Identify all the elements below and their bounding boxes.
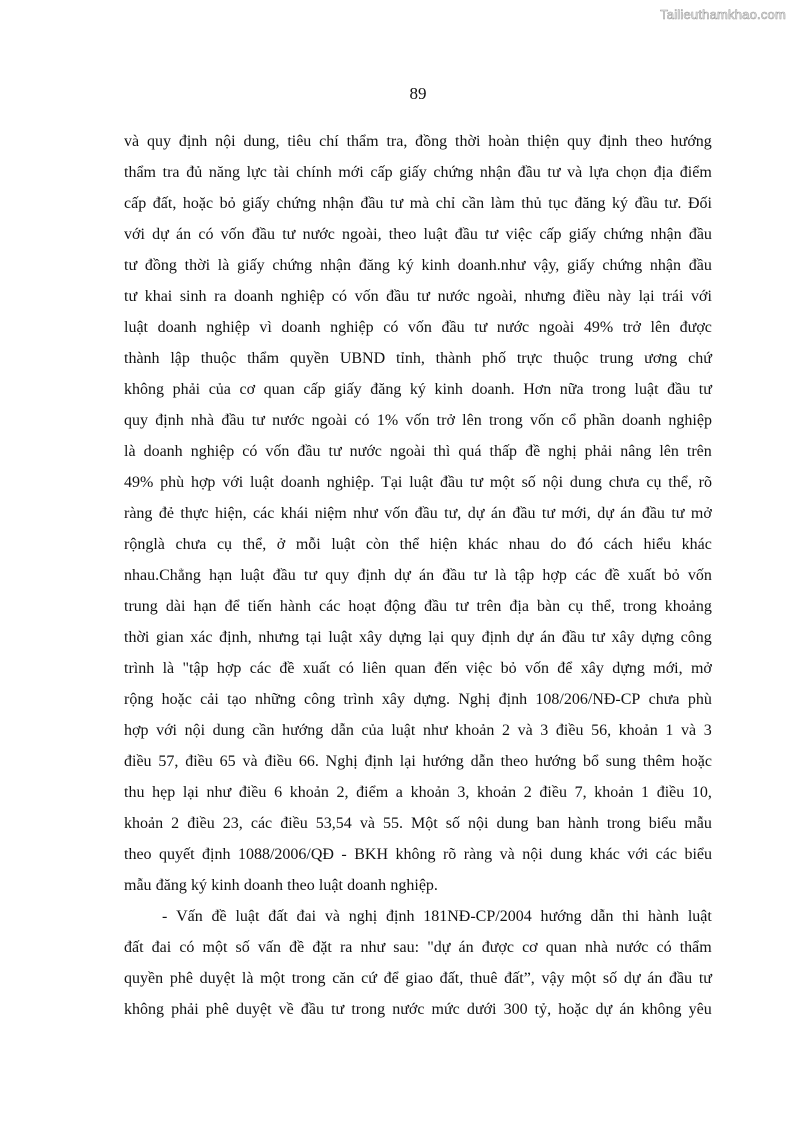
text-line: quyền phê duyệt là một trong căn cứ để giao đất, thuê đất”, vậy một số dự án đầu tư: [124, 970, 712, 987]
text-line: rộng hoặc cải tạo những công trình xây dựng. Nghị định 108/206/NĐ-CP chưa phù: [124, 691, 712, 708]
text-line: thu hẹp lại như điều 6 khoản 2, điểm a khoản 3, khoản 2 điều 7, khoản 1 điều 10,: [124, 784, 712, 801]
text-line: hợp với nội dung cần hướng dẫn của luật như khoản 2 và 3 điều 56, khoản 1 và 3: [124, 722, 712, 739]
text-line: đất đai có một số vấn đề đặt ra như sau: "dự án được cơ quan nhà nước có thẩm: [124, 939, 712, 956]
text-line: thời gian xác định, nhưng tại luật xây dựng lại quy định dự án đầu tư xây dựng công: [124, 629, 712, 646]
text-line: khoản 2 điều 23, các điều 53,54 và 55. Một số nội dung ban hành trong biểu mẫu: [124, 815, 712, 832]
text-line: - Vấn đề luật đất đai và nghị định 181NĐ-CP/2004 hướng dẫn thi hành luật: [162, 908, 712, 925]
text-line: theo quyết định 1088/2006/QĐ - BKH không rõ ràng và nội dung khác với các biểu: [124, 846, 712, 863]
body-text: [124, 126, 712, 1025]
text-line: ràng đẻ thực hiện, các khái niệm như vốn đầu tư, dự án đầu tư mới, dự án đầu tư mở: [124, 505, 712, 522]
text-line: tư khai sinh ra doanh nghiệp có vốn đầu tư nước ngoài, nhưng điều này lại trái với: [124, 288, 712, 305]
text-line: luật doanh nghiệp vì doanh nghiệp có vốn đầu tư nước ngoài 49% trở lên được: [124, 319, 712, 336]
text-line: với dự án có vốn đầu tư nước ngoài, theo luật đầu tư việc cấp giấy chứng nhận đầu: [124, 226, 712, 243]
text-line: không phải phê duyệt về đầu tư trong nước mức dưới 300 tỷ, hoặc dự án không yêu: [124, 1001, 712, 1018]
text-line: không phải của cơ quan cấp giấy đăng ký kinh doanh. Hơn nữa trong luật đầu tư: [124, 381, 712, 398]
watermark: Tailieuthamkhao.com: [660, 7, 786, 22]
text-line: trung dài hạn để tiến hành các hoạt động đầu tư trên địa bàn cụ thể, trong khoảng: [124, 598, 712, 615]
text-line: nhau.Chẳng hạn luật đầu tư quy định dự án đầu tư là tập hợp các đề xuất bỏ vốn: [124, 567, 712, 584]
page-number: 89: [409, 84, 427, 103]
text-line: 49% phù hợp với luật doanh nghiệp. Tại luật đầu tư một số nội dung chưa cụ thể, rõ: [124, 474, 712, 491]
text-line: thành lập thuộc thẩm quyền UBND tỉnh, thành phố trực thuộc trung ương chứ: [124, 350, 712, 367]
text-line: cấp đất, hoặc bỏ giấy chứng nhận đầu tư mà chỉ cần làm thủ tục đăng ký đầu tư. Đối: [124, 195, 712, 212]
text-line: trình là "tập hợp các đề xuất có liên quan đến việc bỏ vốn để xây dựng mới, mở: [124, 660, 712, 677]
text-line: rộnglà chưa cụ thể, ở mỗi luật còn thể hiện khác nhau do đó cách hiểu khác: [124, 536, 712, 553]
text-line: mẫu đăng ký kinh doanh theo luật doanh nghiệp.: [124, 877, 438, 894]
text-line: là doanh nghiệp có vốn đầu tư nước ngoài thì quá thấp đề nghị phải nâng lên trên: [124, 443, 712, 460]
text-line: điều 57, điều 65 và điều 66. Nghị định lại hướng dẫn theo hướng bổ sung thêm hoặc: [124, 753, 712, 770]
text-line: quy định nhà đầu tư nước ngoài có 1% vốn trở lên trong vốn cổ phần doanh nghiệp: [124, 412, 712, 429]
text-line: tư đồng thời là giấy chứng nhận đăng ký kinh doanh.như vậy, giấy chứng nhận đầu: [124, 257, 712, 274]
text-line: và quy định nội dung, tiêu chí thẩm tra, đồng thời hoàn thiện quy định theo hướng: [124, 133, 712, 150]
text-line: thẩm tra đủ năng lực tài chính mới cấp giấy chứng nhận đầu tư và lựa chọn địa điểm: [124, 164, 712, 181]
